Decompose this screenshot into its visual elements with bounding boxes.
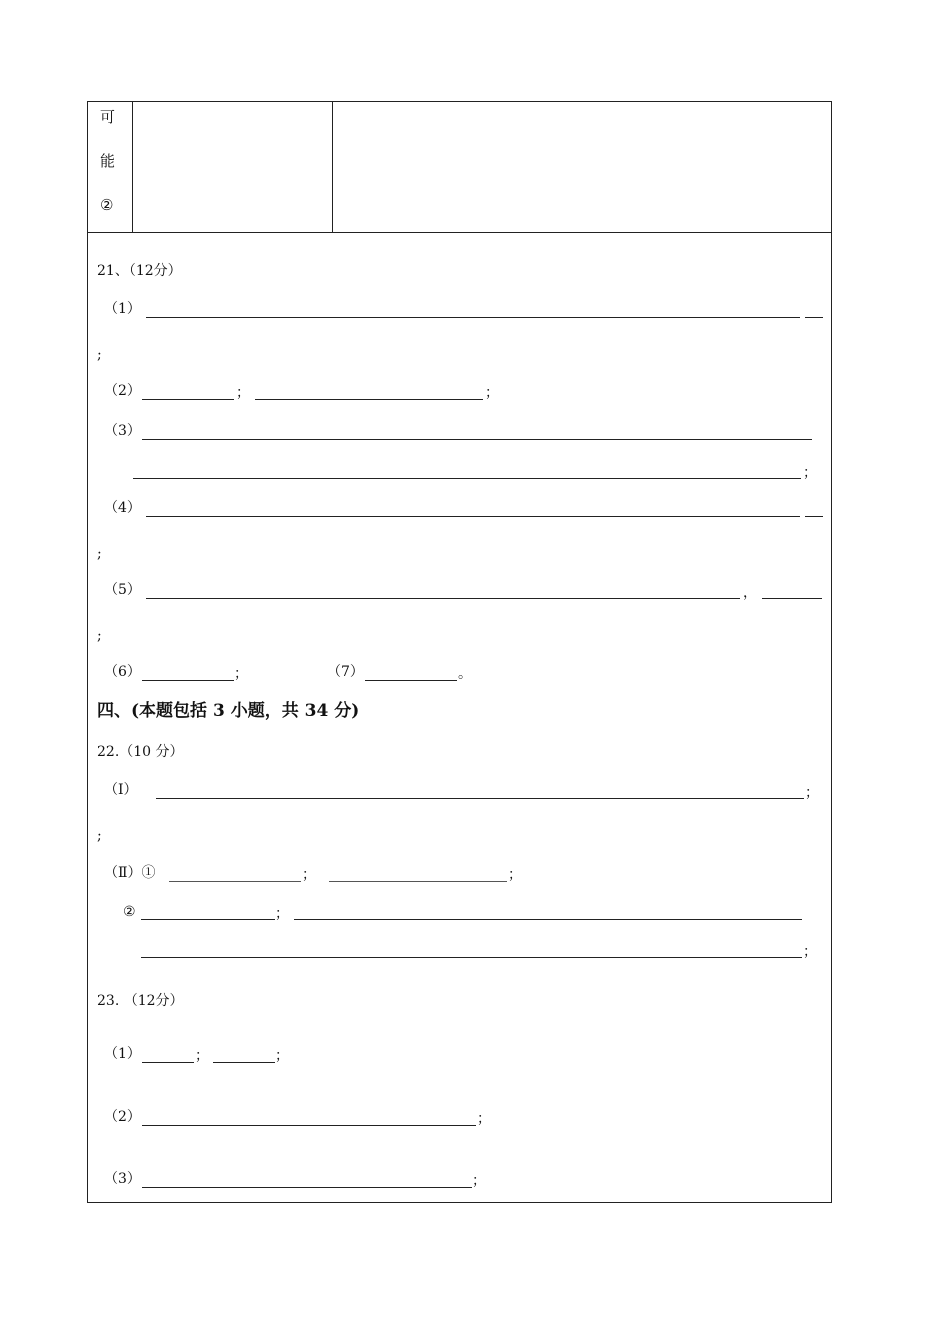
q22-partII-1-sep: ； <box>302 867 316 883</box>
q21-part5-label: （5） <box>104 582 141 598</box>
possible-cell-char-3: ② <box>100 196 114 214</box>
q21-part4-blank[interactable] <box>146 516 800 517</box>
q21-part5-blank-1[interactable] <box>146 598 740 599</box>
answer-cell-b[interactable] <box>333 102 831 232</box>
q22-partI-label: （Ⅰ） <box>104 782 138 798</box>
q23-part3-end: ； <box>472 1173 486 1189</box>
q22-partII-1-end: ； <box>508 867 522 883</box>
q21-part2-label: （2） <box>104 383 141 399</box>
q21-part2-sep: ； <box>236 385 250 401</box>
q23-part3-label: （3） <box>104 1171 141 1187</box>
q23-part3-blank[interactable] <box>142 1187 472 1188</box>
q21-part7-label: （7） <box>327 664 364 680</box>
q23-part1-blank-2[interactable] <box>213 1062 275 1063</box>
q21-title: 21、（12分） <box>97 263 182 279</box>
q21-part4-end: ; <box>97 546 102 562</box>
q23-part2-end: ； <box>477 1111 491 1127</box>
q23-part1-end: ； <box>275 1048 289 1064</box>
q21-part7-end: 。 <box>458 666 472 682</box>
answer-cell-a[interactable] <box>133 102 332 232</box>
q21-part5-blank-2[interactable] <box>762 598 822 599</box>
q21-part5-end: ; <box>97 628 102 644</box>
q21-part7-blank[interactable] <box>365 680 457 681</box>
q21-part2-blank-1[interactable] <box>142 399 234 400</box>
q21-part3-end: ； <box>803 465 817 481</box>
section-4-heading: 四、(本题包括 3 小题，共 34 分) <box>97 701 360 721</box>
q21-part3-blank-2[interactable] <box>133 478 801 479</box>
q22-partII-2-blank-3[interactable] <box>141 957 802 958</box>
q22-partII-1-blank-2[interactable] <box>329 881 507 882</box>
q22-partII-label: （Ⅱ）① <box>104 865 156 881</box>
q23-part1-label: （1） <box>104 1046 141 1062</box>
q22-partI-end-2: ; <box>97 828 102 844</box>
q22-title: 22.（10 分） <box>97 744 184 760</box>
q21-part3-label: （3） <box>104 423 141 439</box>
q22-partII-2-blank-1[interactable] <box>141 919 275 920</box>
possible-cell-char-2: 能 <box>100 152 116 170</box>
q21-part4-label: （4） <box>104 500 141 516</box>
q21-part2-blank-2[interactable] <box>255 399 483 400</box>
q22-partII-1-blank-1[interactable] <box>169 881 301 882</box>
possible-cell-char-1: 可 <box>100 108 116 126</box>
q22-partII-2-end: ； <box>803 944 817 960</box>
q22-partII-2-blank-2[interactable] <box>294 919 802 920</box>
answer-sheet-frame <box>87 101 832 1203</box>
q23-part1-blank-1[interactable] <box>142 1062 194 1063</box>
q22-partI-end: ； <box>805 785 819 801</box>
q21-part2-end: ； <box>485 385 499 401</box>
q21-part1-blank[interactable] <box>146 317 800 318</box>
q22-partII-2-label: ② <box>123 904 136 920</box>
q21-part4-blank-tail[interactable] <box>805 516 823 517</box>
q21-part3-blank-1[interactable] <box>142 439 812 440</box>
q21-part1-end: ; <box>97 347 102 363</box>
q22-partI-blank[interactable] <box>156 798 804 799</box>
q21-part6-blank[interactable] <box>142 680 234 681</box>
q23-part1-sep: ； <box>195 1048 209 1064</box>
q23-part2-label: （2） <box>104 1109 141 1125</box>
q23-title: 23. （12分） <box>97 993 184 1009</box>
q22-partII-2-sep: ； <box>275 906 289 922</box>
q21-part5-sep: ， <box>743 585 757 601</box>
q21-part6-end: ； <box>234 666 248 682</box>
q23-part2-blank[interactable] <box>142 1125 476 1126</box>
q21-part1-label: （1） <box>104 301 141 317</box>
possible-2-row <box>88 102 831 233</box>
q21-part6-label: （6） <box>104 664 141 680</box>
q21-part1-blank-tail[interactable] <box>805 317 823 318</box>
